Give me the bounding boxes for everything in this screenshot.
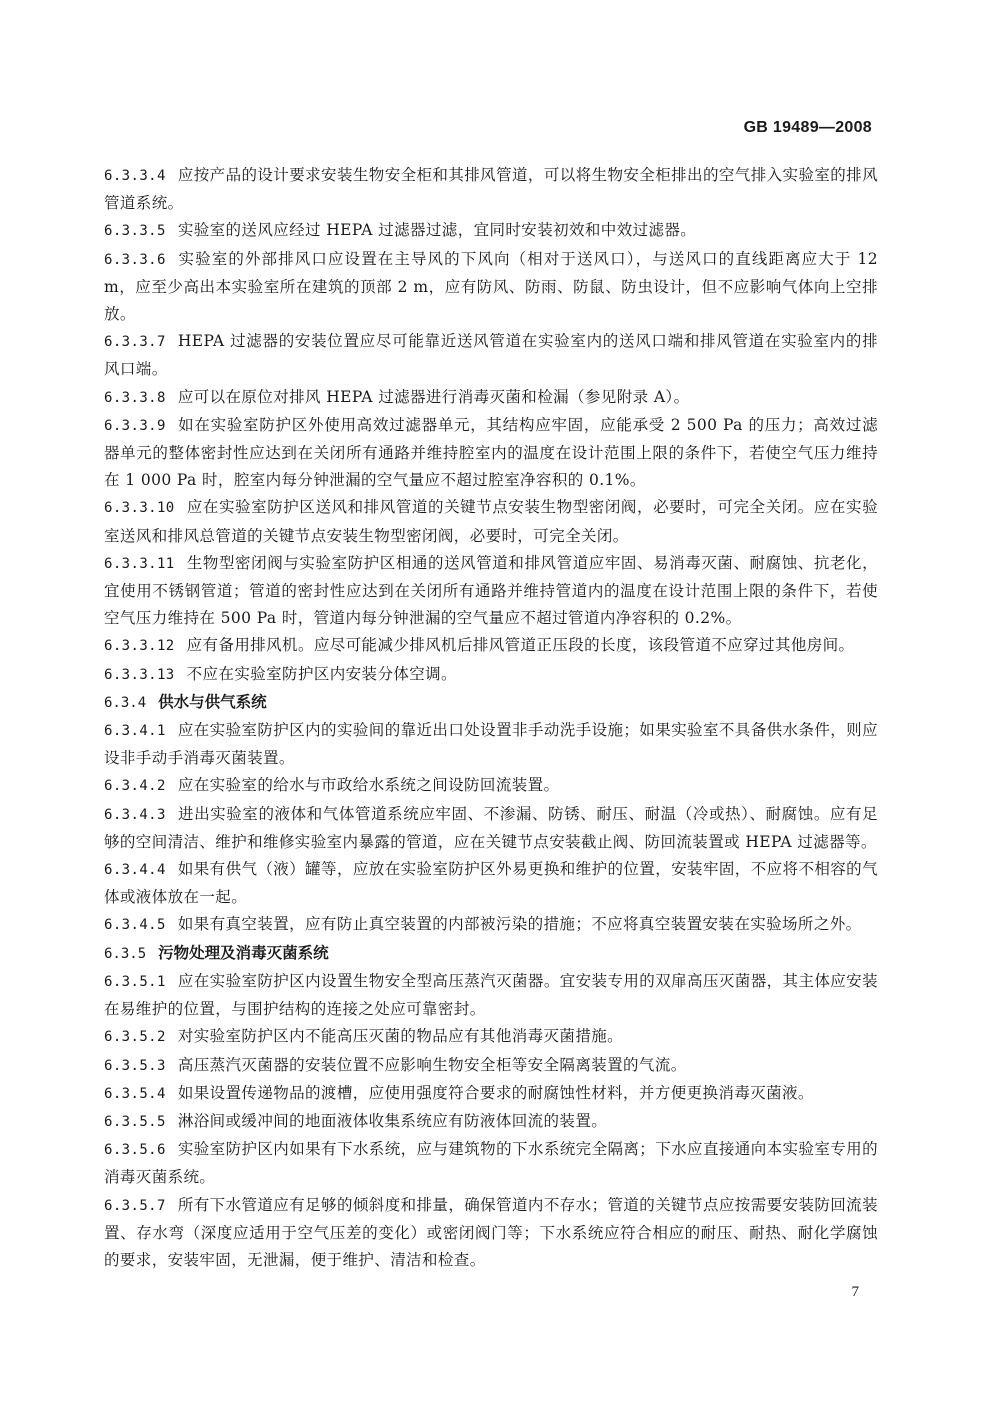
clause-paragraph <box>104 1108 878 1136</box>
clause-number: 6.3.4.4 <box>104 862 166 879</box>
clause-text: 应有备用排风机。应尽可能减少排风机后排风管道正压段的长度，该段管道不应穿过其他房间。 <box>186 636 855 655</box>
clause-number: 6.3.4.3 <box>104 806 166 823</box>
clause-number: 6.3.5.7 <box>104 1197 166 1214</box>
clause-number: 6.3.3.9 <box>104 417 166 434</box>
clause-text: 如在实验室防护区外使用高效过滤器单元，其结构应牢固，应能承受 2 500 Pa 的压力；高效过滤器单元的整体密封性应达到在关闭所有通路并维持腔室内的温度在设计范围上限的条件下，若使空气压力维持在 1 000 Pa 时，腔室内每分钟泄漏的空气量应不超过腔室净容积的 0.1%。 <box>104 415 878 490</box>
clause-text: 高压蒸汽灭菌器的安装位置不应影响生物安全柜等安全隔离装置的气流。 <box>177 1055 687 1074</box>
clause-paragraph <box>104 911 878 939</box>
clause-paragraph <box>104 1136 878 1191</box>
clause-paragraph <box>104 1192 878 1275</box>
clause-paragraph <box>104 246 878 329</box>
clause-text: 生物型密闭阀与实验室防护区相通的送风管道和排风管道应牢固、易消毒灭菌、耐腐蚀、抗老化，宜使用不锈钢管道；管道的密封性应达到在关闭所有通路并维持管道内的温度在设计范围上限的条件下，若使空气压力维持在 500 Pa 时，管道内每分钟泄漏的空气量应不超过管道内净容积的 0.2%。 <box>104 553 878 628</box>
page-number: 7 <box>851 1284 859 1300</box>
clause-paragraph <box>104 772 878 800</box>
clause-text: 实验室防护区内如果有下水系统，应与建筑物的下水系统完全隔离；下水应直接通向本实验室专用的消毒灭菌系统。 <box>104 1140 878 1187</box>
heading-text: 供水与供气系统 <box>158 692 267 711</box>
clause-text: 应在实验室防护区送风和排风管道的关键节点安装生物型密闭阀，必要时，可完全关闭。应在实验室送风和排风总管道的关键节点安装生物型密闭阀，必要时，可完全关闭。 <box>104 498 878 545</box>
clause-text: 如果有真空装置，应有防止真空装置的内部被污染的措施；不应将真空装置安装在实验场所之外。 <box>177 915 862 934</box>
clause-paragraph <box>104 801 878 856</box>
clause-paragraph <box>104 968 878 1023</box>
clause-text: 如果有供气（液）罐等，应放在实验室防护区外易更换和维护的位置，安装牢固，不应将不相容的气体或液体放在一起。 <box>104 860 878 907</box>
clause-paragraph <box>104 632 878 660</box>
clause-paragraph <box>104 217 878 245</box>
clause-number: 6.3.5.4 <box>104 1085 166 1102</box>
clause-number: 6.3.3.6 <box>104 251 166 268</box>
clause-paragraph <box>104 328 878 383</box>
clause-text: 所有下水管道应有足够的倾斜度和排量，确保管道内不存水；管道的关键节点应按需要安装防回流装置、存水弯（深度应适用于空气压差的变化）或密闭阀门等；下水系统应符合相应的耐压、耐热、耐化学腐蚀的要求，安装牢固，无泄漏，便于维护、清洁和检查。 <box>104 1195 878 1269</box>
clause-text: 实验室的外部排风口应设置在主导风的下风向（相对于送风口），与送风口的直线距离应大于 12 m，应至少高出本实验室所在建筑的顶部 2 m，应有防风、防雨、防鼠、防虫设计，但不应影响气体向上空排放。 <box>104 249 878 324</box>
clause-paragraph <box>104 717 878 772</box>
clause-paragraph <box>104 856 878 911</box>
clause-paragraph <box>104 1023 878 1051</box>
clause-number: 6.3.4.5 <box>104 917 166 934</box>
clause-text: 淋浴间或缓冲间的地面液体收集系统应有防液体回流的装置。 <box>177 1111 608 1130</box>
clause-text: 进出实验室的液体和气体管道系统应牢固、不渗漏、防锈、耐压、耐温（冷或热）、耐腐蚀。应有足够的空间清洁、维护和维修实验室内暴露的管道，应在关键节点安装截止阀、防回流装置或 HEPA 过滤器等。 <box>104 804 878 851</box>
clause-paragraph <box>104 1052 878 1080</box>
clause-paragraph <box>104 550 878 633</box>
clause-number: 6.3.5.3 <box>104 1057 166 1074</box>
clause-paragraph <box>104 1080 878 1108</box>
clause-number: 6.3.3.10 <box>104 500 175 517</box>
heading-text: 污物处理及消毒灭菌系统 <box>158 943 329 962</box>
section-heading <box>104 689 878 717</box>
clause-number: 6.3.5.1 <box>104 973 166 990</box>
clause-text: 应在实验室防护区内设置生物安全型高压蒸汽灭菌器。宜安装专用的双扉高压灭菌器，其主体应安装在易维护的位置，与围护结构的连接之处应可靠密封。 <box>104 971 878 1019</box>
clause-number: 6.3.3.4 <box>104 168 166 184</box>
clause-text: HEPA 过滤器的安装位置应尽可能靠近送风管道在实验室内的送风口端和排风管道在实验室内的排风口端。 <box>104 332 878 379</box>
clause-number: 6.3.3.11 <box>104 555 175 572</box>
clause-paragraph <box>104 412 878 495</box>
clause-text: 对实验室防护区内不能高压灭菌的物品应有其他消毒灭菌措施。 <box>177 1027 624 1046</box>
clause-number: 6.3.4.2 <box>104 778 166 795</box>
standard-code-header: GB 19489—2008 <box>743 119 872 136</box>
clause-number: 6.3.4.1 <box>104 723 166 740</box>
clause-number: 6.3.4 <box>104 694 147 711</box>
clause-number: 6.3.3.13 <box>104 666 175 683</box>
clause-paragraph <box>104 661 878 689</box>
clause-text: 如果设置传递物品的渡槽，应使用强度符合要求的耐腐蚀性材料，并方便更换消毒灭菌液。 <box>177 1083 814 1102</box>
clause-number: 6.3.5.2 <box>104 1029 166 1046</box>
clause-number: 6.3.5.6 <box>104 1142 166 1159</box>
section-heading <box>104 940 878 968</box>
clause-paragraph <box>104 384 878 412</box>
clause-paragraph <box>104 494 878 549</box>
document-body <box>104 162 878 1274</box>
clause-number: 6.3.3.8 <box>104 389 166 406</box>
clause-paragraph <box>104 162 878 217</box>
clause-text: 应按产品的设计要求安装生物安全柜和其排风管道，可以将生物安全柜排出的空气排入实验室的排风管道系统。 <box>104 166 878 213</box>
clause-text: 应在实验室防护区内的实验间的靠近出口处设置非手动洗手设施；如果实验室不具备供水条件，则应设非手动手消毒灭菌装置。 <box>104 721 878 768</box>
clause-number: 6.3.3.7 <box>104 334 166 351</box>
clause-text: 应可以在原位对排风 HEPA 过滤器进行消毒灭菌和检漏（参见附录 A）。 <box>177 387 690 406</box>
clause-number: 6.3.5 <box>104 945 147 962</box>
clause-text: 应在实验室的给水与市政给水系统之间设防回流装置。 <box>177 776 560 795</box>
clause-text: 不应在实验室防护区内安装分体空调。 <box>186 664 457 683</box>
clause-text: 实验室的送风应经过 HEPA 过滤器过滤，宜同时安装初效和中效过滤器。 <box>177 221 697 240</box>
clause-number: 6.3.5.5 <box>104 1113 166 1130</box>
clause-number: 6.3.3.5 <box>104 223 166 240</box>
clause-number: 6.3.3.12 <box>104 638 175 655</box>
